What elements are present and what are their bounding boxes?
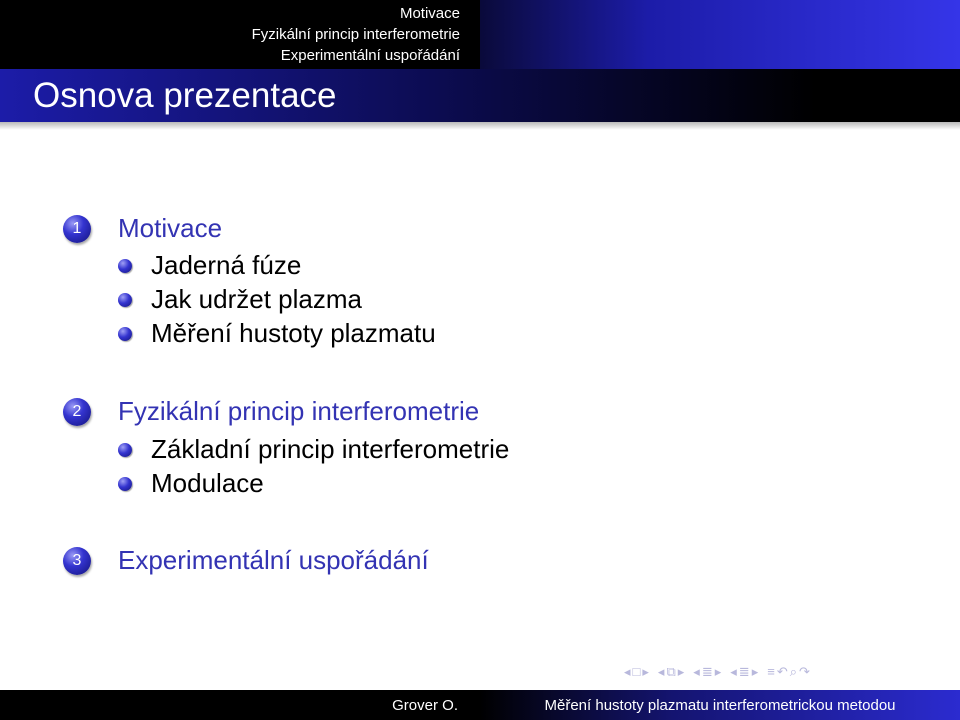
navigation-bar	[623, 663, 818, 681]
toc-section-1[interactable]	[63, 213, 222, 244]
toc-section-2[interactable]	[63, 396, 479, 427]
nav-section-prev-icon[interactable]: ◂	[730, 664, 737, 679]
headline-section-motivace[interactable]: Motivace	[399, 5, 460, 22]
toc-subsection-title[interactable]: Základní princip interferometrie	[151, 434, 510, 464]
headline-section-experimentalni[interactable]: Experimentální uspořádání	[280, 47, 460, 64]
nav-section-next-icon[interactable]: ▸	[751, 664, 759, 679]
nav-subsection-prev-icon[interactable]: ◂	[693, 664, 700, 679]
section-number-ball: 2	[63, 398, 91, 426]
frame-title: Osnova prezentace	[33, 76, 337, 115]
toc-subsection-1-3[interactable]	[118, 318, 436, 349]
nav-slide-group	[623, 663, 650, 681]
headline-section-fyzikalni-princip[interactable]: Fyzikální princip interferometrie	[251, 26, 460, 43]
nav-slide-next-icon[interactable]: ▸	[642, 664, 649, 679]
footline-right	[480, 690, 960, 720]
footer-title: Měření hustoty plazmatu interferometrickou metodou	[544, 696, 896, 714]
section-number-ball: 3	[63, 547, 91, 575]
bullet-ball-icon	[118, 477, 132, 491]
nav-section-icon[interactable]: ≣	[738, 664, 750, 679]
nav-subsection-group	[692, 663, 722, 681]
nav-align-icon[interactable]: ≡	[767, 664, 775, 679]
headline-right	[480, 0, 960, 69]
toc-subsection-2-2[interactable]	[118, 468, 264, 499]
toc-subsection-1-2[interactable]	[118, 284, 362, 315]
bullet-ball-icon	[118, 259, 132, 273]
toc-subsection-title[interactable]: Jak udržet plazma	[151, 284, 362, 314]
toc-subsection-title[interactable]: Měření hustoty plazmatu	[151, 318, 436, 348]
toc-subsection-title[interactable]: Jaderná fúze	[151, 250, 302, 280]
nav-forward-icon[interactable]: ↷	[799, 664, 810, 679]
headline-sections	[0, 0, 460, 69]
nav-search-icon[interactable]: ⌕	[789, 664, 797, 679]
nav-frame-prev-icon[interactable]: ◂	[657, 664, 665, 679]
nav-subsection-icon[interactable]: ≣	[701, 664, 713, 679]
nav-slide-prev-icon[interactable]: ◂	[624, 664, 631, 679]
toc-section-3[interactable]	[63, 545, 429, 576]
footline-left	[0, 690, 480, 720]
section-number-ball: 1	[63, 215, 91, 243]
toc-subsection-1-1[interactable]	[118, 250, 301, 281]
nav-back-icon[interactable]: ↶	[776, 664, 788, 679]
bullet-ball-icon	[118, 293, 132, 307]
bullet-ball-icon	[118, 443, 132, 457]
toc-section-title[interactable]: Fyzikální princip interferometrie	[118, 396, 480, 426]
footline	[0, 690, 960, 720]
toc-subsection-2-1[interactable]	[118, 434, 509, 465]
toc-section-title[interactable]: Experimentální uspořádání	[118, 545, 429, 575]
footer-author: Grover O.	[392, 696, 458, 714]
nav-frame-next-icon[interactable]: ▸	[677, 664, 685, 679]
title-shadow	[0, 122, 960, 130]
toc-section-title[interactable]: Motivace	[118, 213, 223, 243]
bullet-ball-icon	[118, 327, 132, 341]
nav-subsection-next-icon[interactable]: ▸	[714, 664, 722, 679]
nav-slide-icon[interactable]: □	[632, 664, 641, 679]
toc-subsection-title[interactable]: Modulace	[151, 468, 264, 498]
nav-frame-icon[interactable]: ⧉	[666, 664, 676, 679]
nav-misc-group	[766, 663, 811, 681]
nav-section-group	[729, 663, 759, 681]
nav-frame-group	[657, 663, 685, 681]
